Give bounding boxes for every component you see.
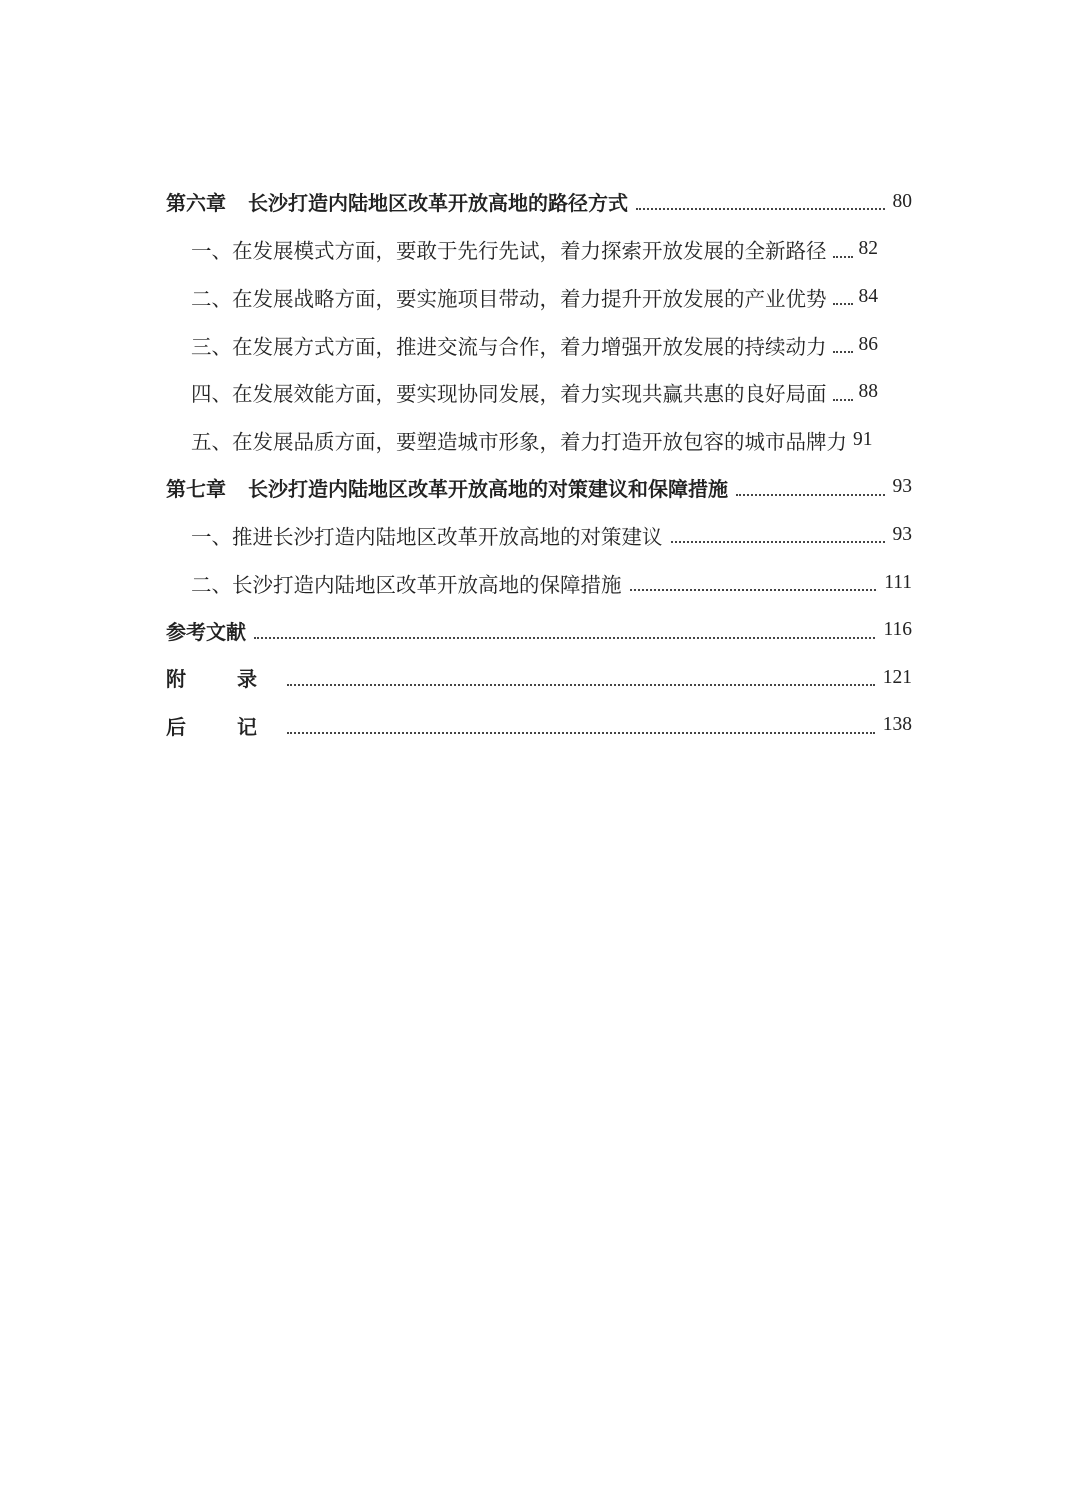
toc-entry-section[interactable] xyxy=(166,226,912,274)
toc-entry-section[interactable] xyxy=(166,416,912,464)
dot-leader xyxy=(287,731,875,734)
page-number: 121 xyxy=(882,666,912,688)
dot-leader xyxy=(254,636,875,639)
page-number: 91 xyxy=(853,428,873,450)
toc-entry-section[interactable] xyxy=(166,321,912,369)
section-title: 一、推进长沙打造内陆地区改革开放高地的对策建议 xyxy=(191,524,663,549)
page-number: 80 xyxy=(892,190,912,212)
table-of-contents xyxy=(166,178,912,749)
appendix-title: 附 录 xyxy=(166,667,279,692)
page-number: 138 xyxy=(882,714,912,736)
chapter-title: 长沙打造内陆地区改革开放高地的对策建议和保障措施 xyxy=(248,476,728,501)
toc-entry-section[interactable] xyxy=(166,559,912,607)
page-number: 93 xyxy=(892,476,912,498)
section-title: 四、在发展效能方面，要实现协同发展，着力实现共赢共惠的良好局面 xyxy=(191,382,827,407)
dot-leader xyxy=(287,683,875,686)
toc-entry-chapter-7[interactable] xyxy=(166,464,912,512)
chapter-heading xyxy=(166,187,628,216)
dot-leader xyxy=(833,398,853,401)
section-title: 三、在发展方式方面，推进交流与合作，着力增强开放发展的持续动力 xyxy=(191,334,827,359)
chapter-label: 第七章 xyxy=(166,476,226,501)
page-number: 84 xyxy=(858,285,878,307)
dot-leader xyxy=(671,540,885,543)
toc-entry-appendix[interactable] xyxy=(166,654,912,702)
page-number: 111 xyxy=(884,571,912,593)
page-number: 82 xyxy=(858,238,878,260)
toc-entry-references[interactable] xyxy=(166,606,912,654)
dot-leader xyxy=(736,493,885,496)
toc-entry-section[interactable] xyxy=(166,511,912,559)
toc-entry-postscript[interactable] xyxy=(166,702,912,750)
page-number: 93 xyxy=(892,523,912,545)
page-number: 88 xyxy=(858,381,878,403)
dot-leader xyxy=(833,302,853,305)
postscript-title: 后 记 xyxy=(166,714,279,739)
section-title: 二、长沙打造内陆地区改革开放高地的保障措施 xyxy=(191,572,622,597)
dot-leader xyxy=(833,255,853,258)
section-title: 五、在发展品质方面，要塑造城市形象，着力打造开放包容的城市品牌力 xyxy=(191,429,847,454)
dot-leader xyxy=(833,350,853,353)
dot-leader xyxy=(636,207,885,210)
chapter-label: 第六章 xyxy=(166,191,226,216)
toc-entry-section[interactable] xyxy=(166,273,912,321)
page-number: 116 xyxy=(883,619,912,641)
toc-entry-chapter-6[interactable] xyxy=(166,178,912,226)
chapter-title: 长沙打造内陆地区改革开放高地的路径方式 xyxy=(248,191,628,216)
section-title: 二、在发展战略方面，要实施项目带动，着力提升开放发展的产业优势 xyxy=(191,286,827,311)
dot-leader xyxy=(630,588,877,591)
chapter-heading xyxy=(166,473,728,502)
references-title: 参考文献 xyxy=(166,619,246,644)
page-number: 86 xyxy=(858,333,878,355)
toc-entry-section[interactable] xyxy=(166,368,912,416)
section-title: 一、在发展模式方面，要敢于先行先试，着力探索开放发展的全新路径 xyxy=(191,239,827,264)
